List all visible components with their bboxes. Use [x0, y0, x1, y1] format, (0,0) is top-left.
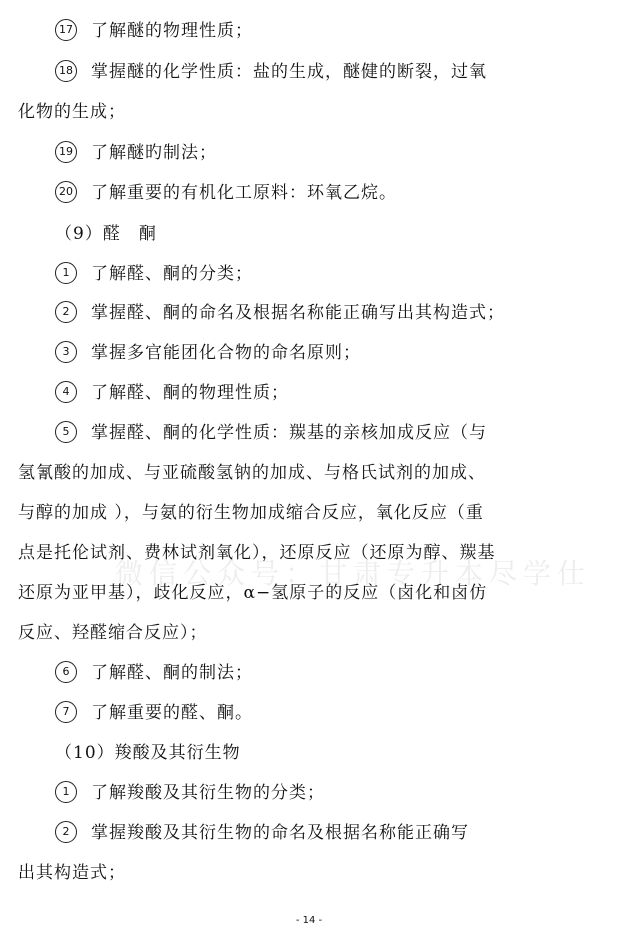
item-number: 6 [55, 661, 77, 683]
item-number: 7 [55, 701, 77, 723]
item-text: 了解醛、酮的制法； [91, 663, 253, 683]
item-text: 了解醚旳制法； [91, 143, 217, 163]
item-text: 了解重要的醛、酮。 [91, 703, 253, 723]
list-item [55, 778, 325, 805]
item-continuation: 出其构造式； [18, 863, 126, 883]
item-number: 2 [55, 821, 77, 843]
list-item [55, 138, 217, 165]
item-text: 掌握多官能团化合物的命名原则； [91, 343, 361, 363]
item-number: 17 [55, 19, 77, 41]
item-text: 了解醚的物理性质； [91, 21, 253, 41]
item-text: 了解醛、酮的分类； [91, 264, 253, 284]
item-number: 19 [55, 141, 77, 163]
item-text: 掌握醛、酮的命名及根据名称能正确写出其构造式； [91, 303, 505, 323]
item-text: 掌握羧酸及其衍生物的命名及根据名称能正确写 [91, 823, 469, 843]
item-number: 1 [55, 262, 77, 284]
list-item [55, 16, 253, 43]
item-number: 4 [55, 381, 77, 403]
item-number: 2 [55, 301, 77, 323]
item-text: 掌握醛、酮的化学性质：羰基的亲核加成反应（与 [91, 423, 487, 443]
list-item [55, 57, 487, 84]
list-item [55, 378, 289, 405]
item-number: 5 [55, 421, 77, 443]
item-text: 了解醛、酮的物理性质； [91, 383, 289, 403]
item-number: 3 [55, 341, 77, 363]
list-item [55, 818, 469, 845]
item-continuation: 点是托伦试剂、费林试剂氧化），还原反应（还原为醇、羰基 [18, 543, 496, 563]
item-number: 1 [55, 781, 77, 803]
list-item [55, 418, 487, 445]
list-item [55, 338, 361, 365]
list-item [55, 178, 397, 205]
item-number: 20 [55, 181, 77, 203]
item-continuation: 反应、羟醛缩合反应）； [18, 623, 208, 643]
list-item [55, 259, 253, 286]
item-text: 了解重要的有机化工原料：环氧乙烷。 [91, 183, 397, 203]
section-heading: （9）醛 酮 [55, 224, 157, 244]
item-continuation: 化物的生成； [18, 102, 126, 122]
item-continuation: 氢氰酸的加成、与亚硫酸氢钠的加成、与格氏试剂的加成、 [18, 463, 486, 483]
list-item [55, 298, 505, 325]
item-text: 了解羧酸及其衍生物的分类； [91, 783, 325, 803]
item-continuation: 与醇的加成 ），与氨的衍生物加成缩合反应，氧化反应（重 [18, 503, 484, 523]
item-continuation: 还原为亚甲基），歧化反应，α−氢原子的反应（卤化和卤仿 [18, 583, 488, 603]
item-text: 掌握醚的化学性质：盐的生成，醚健的断裂，过氧 [91, 62, 487, 82]
watermark: 微信公众号：甘肃专升本尽学仕 [115, 557, 592, 590]
item-number: 18 [55, 60, 77, 82]
list-item [55, 658, 253, 685]
page-number: - 14 - [295, 915, 323, 926]
section-heading: （10）羧酸及其衍生物 [55, 743, 241, 763]
list-item [55, 698, 253, 725]
